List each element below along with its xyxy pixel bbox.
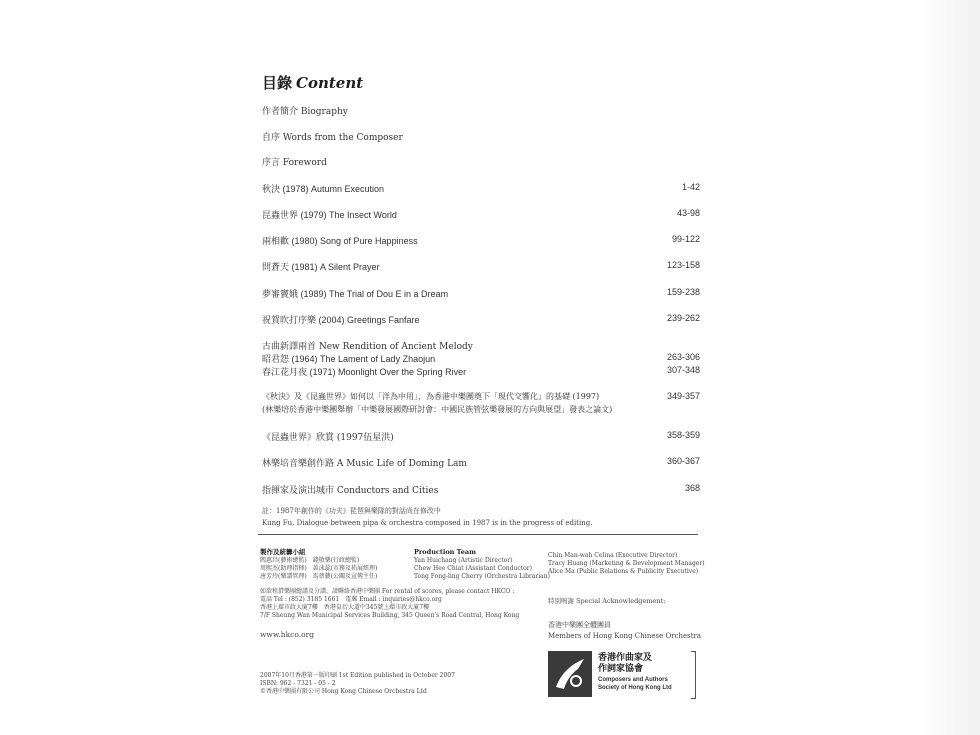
rental-contact: 如欲租借樂團總譜及分譜，請聯絡香港中樂團 For rental of scores, please contact HKCO : 電話 Tel : (852) 3185 1661 電郵 Email : inquiries@hkco.org 香港上環市政大廈7樓 香港皇后大道中345號上環市政大廈7樓 7/F Sheung Wan Municipal Services Building, 345 Queen's Road Central, Hong Kong bbox=[260, 588, 520, 619]
page-edge-shadow bbox=[920, 0, 980, 735]
production-team-zh: 製作及統籌小組 閻惠昌(藝術總監) 錢敬樂(行政總監) 周熙杰(助理指揮) 黃泳蕊(市務及拓展經理) 唐芳玲(樂譜管理) 馬蔡藝(公關及宣傳主任) bbox=[260, 548, 378, 580]
editing-note: 註：1987年創作的《功夫》琵琶與樂隊的對話尚在修改中 Kung Fu, Dialogue between pipa & orchestra composed in 1987 is in the progress of editing. bbox=[262, 507, 593, 527]
cash-logo-en: Composers and Authors Society of Hong Kong Ltd bbox=[598, 677, 672, 691]
production-team-en: Production Team Yan Huichang (Artistic Director) Chew Hee Chiat (Assistant Conductor) Tong Fong-ling Cherry (Orchestra Librarian) bbox=[414, 548, 550, 580]
title-zh: 目錄 bbox=[262, 74, 293, 92]
page-title bbox=[262, 72, 363, 93]
cash-logo-mark-icon bbox=[548, 651, 592, 697]
acknowledgement-heading: 特別鳴謝 Special Acknowledgement: bbox=[548, 597, 666, 605]
acknowledgement-members: 香港中樂團全體團員 Members of Hong Kong Chinese Orchestra bbox=[548, 621, 702, 640]
divider bbox=[258, 534, 698, 535]
title-en: Content bbox=[296, 74, 364, 92]
logo-bracket bbox=[691, 651, 696, 699]
publication-info: 2007年10月香港第一版印刷 1st Edition published in October 2007 ISBN: 962 - 7321 - 05 - 2 ©香港中樂團有限公司 Hong Kong Chinese Orchestra Ltd bbox=[260, 672, 455, 695]
production-team-en-2: Chin Man-wah Celina (Executive Director) Tracy Huang (Marketing & Development Manager) Alice Ma (Public Relations & Publicity Executive) bbox=[548, 552, 705, 575]
website-link[interactable]: www.hkco.org bbox=[260, 630, 314, 639]
content-page: 目錄 Content 作者簡介 Biography 自序 Words from the Composer 序言 Foreword 秋決 (1978) Autumn Execution 1-42 昆蟲世界 (1979) The Insect World 43-98 兩相歡 (1980) Song of Pure Happiness 99-122 問蒼天 (1981) A Silent Prayer 123-158 夢審竇娥 (1989) The Trial of Dou E in a Dream 159-238 祝賀吹打序樂 (2004) Greetings Fanfare 239-262 古曲新譯兩首 New Rendition of Ancient Melody 昭君怨 (1964) The Lament of Lady Zhaojun 263-306 春江花月夜 (1971) Moonlight Over the Spring River 307-348 《秋決》及《昆蟲世界》如何以「洋為中用」，為香港中樂團奠下「現代交響化」的基礎 (1997) 349-357 (林樂培於香港中樂團舉辦「中樂發展國際研討會：中國民族管弦樂發展的方向與展望」發表之論文) 《昆蟲世界》欣賞 (1997伍星洪) 358-359 林樂培音樂創作路 A Music Life of Doming Lam 360-367 指揮家及演出城市 Conductors and Cities 368 註：1987年創作的《功夫》琵琶與樂隊的對話尚在修改中 Kung Fu, Dialogue between pipa & orchestra composed in 1987 is in the progress of editing. 製作及統籌小組 閻惠昌(藝術總監) 錢敬樂(行政總監) 周熙杰(助理指揮) 黃泳蕊(市務及拓展經理) 唐芳玲(樂譜管理) 馬蔡藝(公關及宣傳主任) Production Team Yan Huichang (Artistic Director) Chew Hee Chiat (Assistant Conductor) Tong Fong-ling Cherry (Orchestra Librarian) Chin Man-wah Celina (Executive Director) Tracy Huang (Marketing & Development Manager) Alice Ma (Public Relations & Publicity Executive) 如欲租借樂團總譜及分譜，請聯絡香港中樂團 For rental of scores, please contact HKCO : 電話 Tel : (852) 3185 1661 電郵 Email : inquiries@hkco.org 香港上環市政大廈7樓 香港皇后大道中345號上環市政大廈7樓 7/F Sheung Wan Municipal Services Building, 345 Queen's Road Central, Hong Kong www.hkco.org 特別鳴謝 Special Acknowledgement: 香港中樂團全體團員 Members of Hong Kong Chinese Orchestra 2007年10月香港第一版印刷 1st Edition published in October 2007 ISBN: 962 - 7321 - 05 - 2 ©香港中樂團有限公司 Hong Kong Chinese Orchestra Ltd 香港作曲家及 作詞家協會 Composers and Authors Society of Hong Kong Ltd bbox=[0, 0, 980, 735]
cash-logo bbox=[548, 651, 696, 697]
cash-logo-zh: 香港作曲家及 作詞家協會 bbox=[598, 653, 653, 674]
